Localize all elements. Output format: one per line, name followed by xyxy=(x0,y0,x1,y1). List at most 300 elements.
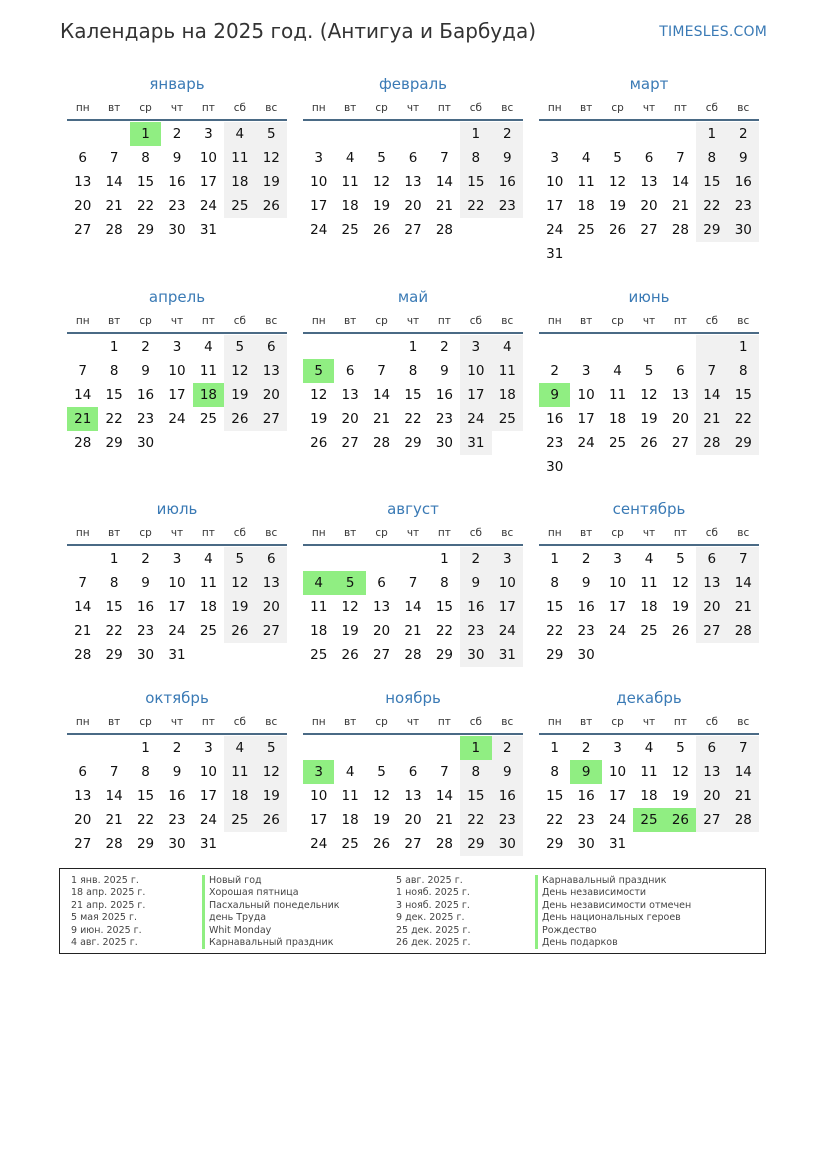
day-cell: 31 xyxy=(199,836,218,852)
weekday-header xyxy=(67,714,287,735)
day-cell: 25 xyxy=(341,836,359,852)
empty-cell xyxy=(633,122,664,146)
holiday-legend xyxy=(59,868,766,954)
day-cell: 16 xyxy=(168,788,186,804)
day-cell: 22 xyxy=(435,623,454,639)
day-cell: 7 xyxy=(440,764,449,780)
day-cell: 8 xyxy=(109,575,119,591)
month-block xyxy=(67,499,287,667)
day-cell: 19 xyxy=(671,599,690,615)
weekday-header xyxy=(539,100,759,121)
day-cell: 18 xyxy=(492,383,523,407)
day-cell: 24 xyxy=(608,623,627,639)
day-cell: 11 xyxy=(341,788,359,804)
empty-cell xyxy=(303,335,334,359)
empty-cell xyxy=(665,122,696,146)
day-cell: 15 xyxy=(404,387,422,403)
day-cell: 30 xyxy=(728,218,759,242)
day-cell: 4 xyxy=(204,339,213,355)
day-cell: 13 xyxy=(671,387,690,403)
day-cell: 14 xyxy=(105,174,123,190)
weekday-header xyxy=(303,313,523,334)
weekday-label: вс xyxy=(265,716,278,728)
weekday-label: пт xyxy=(673,527,687,539)
weekday-label: пт xyxy=(673,716,687,728)
empty-cell xyxy=(570,455,601,479)
day-cell: 25 xyxy=(224,808,255,832)
weekday-label: чт xyxy=(406,527,420,539)
weekday-label: пн xyxy=(75,315,90,327)
day-cell: 16 xyxy=(577,788,595,804)
day-cell: 12 xyxy=(640,387,658,403)
day-cell: 4 xyxy=(224,736,255,760)
day-cell: 31 xyxy=(608,836,627,852)
weekday-label: ср xyxy=(139,527,152,539)
day-cell: 13 xyxy=(404,174,422,190)
day-cell: 11 xyxy=(224,760,255,784)
day-cell: 9 xyxy=(440,363,449,379)
legend-date: 3 нояб. 2025 г. xyxy=(396,899,470,911)
legend-date: 26 дек. 2025 г. xyxy=(396,936,471,948)
empty-cell xyxy=(256,431,287,455)
day-cell: 18 xyxy=(341,198,359,214)
day-cell: 3 xyxy=(550,150,559,166)
day-cell: 17 xyxy=(199,788,218,804)
weekday-label: сб xyxy=(233,315,246,327)
weekday-label: чт xyxy=(406,716,420,728)
day-cell: 28 xyxy=(435,222,454,238)
empty-cell xyxy=(696,242,727,266)
day-cell: 7 xyxy=(377,363,386,379)
holiday-day-cell: 21 xyxy=(67,407,98,431)
day-cell: 14 xyxy=(404,599,422,615)
holiday-day-cell: 1 xyxy=(460,736,491,760)
weekday-label: ср xyxy=(375,527,388,539)
day-cell: 27 xyxy=(404,836,422,852)
weekday-label: ср xyxy=(375,102,388,114)
day-cell: 8 xyxy=(728,359,759,383)
weekday-label: пт xyxy=(201,102,215,114)
weekday-label: пн xyxy=(311,315,326,327)
empty-cell xyxy=(665,643,696,667)
site-link[interactable]: TIMESLES.COM xyxy=(659,24,767,40)
day-cell: 6 xyxy=(408,150,418,166)
day-cell: 20 xyxy=(404,198,422,214)
day-cell: 28 xyxy=(74,647,92,663)
weekday-label: вт xyxy=(579,527,593,539)
weekday-label: чт xyxy=(642,315,656,327)
month-name: январь xyxy=(149,75,205,93)
day-cell: 20 xyxy=(696,595,727,619)
weekday-label: пн xyxy=(547,102,562,114)
day-cell: 14 xyxy=(671,174,690,190)
legend-holiday-name: Карнавальный праздник xyxy=(202,937,340,949)
weekday-label: пн xyxy=(547,716,562,728)
day-cell: 27 xyxy=(74,836,92,852)
day-cell: 3 xyxy=(460,335,491,359)
day-cell: 29 xyxy=(435,647,454,663)
day-cell: 31 xyxy=(199,222,218,238)
weekday-label: чт xyxy=(642,102,656,114)
empty-cell xyxy=(665,335,696,359)
empty-cell xyxy=(67,335,98,359)
day-cell: 20 xyxy=(696,784,727,808)
weekday-label: вт xyxy=(107,527,121,539)
month-name: февраль xyxy=(378,75,448,93)
day-cell: 3 xyxy=(613,740,622,756)
day-cell: 10 xyxy=(492,571,523,595)
empty-cell xyxy=(633,455,664,479)
weekday-label: вс xyxy=(265,315,278,327)
day-cell: 1 xyxy=(550,740,559,756)
month-block xyxy=(539,74,759,266)
day-cell: 11 xyxy=(492,359,523,383)
empty-cell xyxy=(224,431,255,455)
day-cell: 17 xyxy=(168,599,186,615)
day-cell: 25 xyxy=(310,647,328,663)
empty-cell xyxy=(256,643,287,667)
day-cell: 2 xyxy=(492,122,523,146)
empty-cell xyxy=(366,547,397,571)
weekday-header xyxy=(303,100,523,121)
holiday-day-cell: 4 xyxy=(303,571,334,595)
weekday-label: пн xyxy=(75,716,90,728)
day-cell: 24 xyxy=(492,619,523,643)
weekday-label: пт xyxy=(437,527,451,539)
day-cell: 22 xyxy=(136,198,155,214)
day-cell: 2 xyxy=(141,551,150,567)
empty-cell xyxy=(602,122,633,146)
day-cell: 4 xyxy=(581,150,591,166)
day-cell: 13 xyxy=(256,359,287,383)
empty-cell xyxy=(397,122,428,146)
weekday-label: пт xyxy=(201,716,215,728)
day-cell: 31 xyxy=(546,246,564,262)
day-cell: 26 xyxy=(372,836,391,852)
weekday-label: пн xyxy=(311,716,326,728)
day-cell: 22 xyxy=(546,812,564,828)
day-cell: 24 xyxy=(310,836,328,852)
day-cell: 21 xyxy=(728,784,759,808)
day-cell: 4 xyxy=(492,335,523,359)
day-cell: 9 xyxy=(460,571,491,595)
month-block xyxy=(303,688,523,856)
day-cell: 16 xyxy=(492,784,523,808)
empty-cell xyxy=(602,335,633,359)
day-cell: 19 xyxy=(224,595,255,619)
month-block xyxy=(67,688,287,856)
day-cell: 1 xyxy=(696,122,727,146)
month-name: март xyxy=(629,75,669,93)
day-cell: 18 xyxy=(640,788,658,804)
empty-cell xyxy=(728,455,759,479)
day-cell: 12 xyxy=(310,387,328,403)
day-cell: 21 xyxy=(105,812,123,828)
empty-cell xyxy=(256,832,287,856)
day-cell: 15 xyxy=(105,599,123,615)
days-grid xyxy=(303,122,523,242)
day-cell: 28 xyxy=(372,435,391,451)
day-cell: 22 xyxy=(460,808,491,832)
day-cell: 6 xyxy=(676,363,685,379)
day-cell: 29 xyxy=(546,647,564,663)
weekday-header xyxy=(303,525,523,546)
weekday-label: пт xyxy=(437,102,451,114)
weekday-label: вт xyxy=(343,102,357,114)
day-cell: 14 xyxy=(728,760,759,784)
month-name: сентябрь xyxy=(612,500,686,518)
empty-cell xyxy=(570,242,601,266)
day-cell: 29 xyxy=(136,836,155,852)
legend-holiday-name: день Труда xyxy=(202,912,340,924)
empty-cell xyxy=(539,122,570,146)
empty-cell xyxy=(602,242,633,266)
day-cell: 12 xyxy=(372,788,391,804)
day-cell: 2 xyxy=(172,126,182,142)
day-cell: 19 xyxy=(372,812,391,828)
weekday-label: вт xyxy=(107,315,121,327)
day-cell: 29 xyxy=(546,836,564,852)
day-cell: 21 xyxy=(671,198,690,214)
day-cell: 13 xyxy=(404,788,422,804)
day-cell: 19 xyxy=(224,383,255,407)
weekday-label: ср xyxy=(611,102,624,114)
holiday-day-cell: 9 xyxy=(570,760,601,784)
day-cell: 10 xyxy=(310,788,328,804)
day-cell: 24 xyxy=(460,407,491,431)
month-name: ноябрь xyxy=(385,689,441,707)
empty-cell xyxy=(665,242,696,266)
day-cell: 23 xyxy=(577,623,595,639)
empty-cell xyxy=(67,547,98,571)
day-cell: 24 xyxy=(168,411,186,427)
weekday-label: сб xyxy=(705,527,718,539)
day-cell: 12 xyxy=(671,575,690,591)
day-cell: 15 xyxy=(136,174,155,190)
day-cell: 27 xyxy=(256,619,287,643)
day-cell: 5 xyxy=(377,150,386,166)
empty-cell xyxy=(366,122,397,146)
day-cell: 5 xyxy=(224,547,255,571)
day-cell: 4 xyxy=(644,551,654,567)
day-cell: 16 xyxy=(168,174,186,190)
day-cell: 1 xyxy=(728,335,759,359)
month-block xyxy=(539,499,759,667)
weekday-label: сб xyxy=(233,102,246,114)
day-cell: 7 xyxy=(78,575,87,591)
page-title: Календарь на 2025 год. (Антигуа и Барбуда) xyxy=(60,19,537,43)
weekday-label: вс xyxy=(265,102,278,114)
day-cell: 12 xyxy=(224,571,255,595)
legend-date: 18 апр. 2025 г. xyxy=(71,887,146,899)
day-cell: 31 xyxy=(460,431,491,455)
day-cell: 13 xyxy=(696,760,727,784)
day-cell: 14 xyxy=(372,387,391,403)
day-cell: 28 xyxy=(696,431,727,455)
day-cell: 15 xyxy=(546,599,564,615)
weekday-label: пн xyxy=(547,527,562,539)
day-cell: 10 xyxy=(168,363,186,379)
legend-date: 21 апр. 2025 г. xyxy=(71,899,146,911)
empty-cell xyxy=(602,455,633,479)
day-cell: 27 xyxy=(640,222,658,238)
day-cell: 3 xyxy=(613,551,622,567)
day-cell: 25 xyxy=(224,194,255,218)
day-cell: 11 xyxy=(577,174,595,190)
day-cell: 19 xyxy=(372,198,391,214)
weekday-header xyxy=(67,525,287,546)
day-cell: 20 xyxy=(404,812,422,828)
day-cell: 20 xyxy=(74,812,92,828)
empty-cell xyxy=(334,736,365,760)
day-cell: 1 xyxy=(440,551,449,567)
day-cell: 24 xyxy=(199,812,218,828)
day-cell: 28 xyxy=(105,836,123,852)
day-cell: 13 xyxy=(372,599,391,615)
days-grid xyxy=(303,736,523,856)
empty-cell xyxy=(224,218,255,242)
empty-cell xyxy=(161,431,192,455)
weekday-label: ср xyxy=(375,716,388,728)
day-cell: 17 xyxy=(460,383,491,407)
weekday-label: сб xyxy=(469,527,482,539)
day-cell: 22 xyxy=(728,407,759,431)
weekday-label: вт xyxy=(343,315,357,327)
holiday-day-cell: 25 xyxy=(633,808,664,832)
day-cell: 12 xyxy=(671,764,690,780)
weekday-label: сб xyxy=(233,716,246,728)
legend-holiday-name: Хорошая пятница xyxy=(202,887,340,899)
day-cell: 3 xyxy=(204,740,213,756)
weekday-header xyxy=(539,714,759,735)
empty-cell xyxy=(665,832,696,856)
day-cell: 8 xyxy=(696,146,727,170)
day-cell: 26 xyxy=(224,619,255,643)
empty-cell xyxy=(193,643,224,667)
day-cell: 24 xyxy=(168,623,186,639)
empty-cell xyxy=(303,736,334,760)
days-grid xyxy=(539,547,759,667)
day-cell: 25 xyxy=(341,222,359,238)
day-cell: 25 xyxy=(199,411,218,427)
legend-names-right xyxy=(535,875,691,949)
empty-cell xyxy=(224,832,255,856)
weekday-label: сб xyxy=(705,716,718,728)
day-cell: 16 xyxy=(136,387,155,403)
weekday-label: вт xyxy=(343,527,357,539)
day-cell: 14 xyxy=(696,383,727,407)
legend-dates-right xyxy=(396,875,471,949)
holiday-day-cell: 18 xyxy=(193,383,224,407)
weekday-header xyxy=(539,525,759,546)
day-cell: 7 xyxy=(728,547,759,571)
days-grid xyxy=(303,335,523,455)
day-cell: 21 xyxy=(105,198,123,214)
day-cell: 27 xyxy=(671,435,690,451)
day-cell: 26 xyxy=(256,194,287,218)
day-cell: 30 xyxy=(136,647,155,663)
day-cell: 30 xyxy=(168,836,186,852)
day-cell: 4 xyxy=(345,150,355,166)
legend-names-left xyxy=(202,875,340,949)
day-cell: 16 xyxy=(435,387,454,403)
day-cell: 20 xyxy=(341,411,359,427)
day-cell: 20 xyxy=(640,198,658,214)
day-cell: 1 xyxy=(109,551,119,567)
weekday-header xyxy=(67,100,287,121)
weekday-label: сб xyxy=(233,527,246,539)
day-cell: 8 xyxy=(109,363,119,379)
day-cell: 12 xyxy=(608,174,627,190)
day-cell: 3 xyxy=(204,126,213,142)
day-cell: 17 xyxy=(546,198,564,214)
day-cell: 16 xyxy=(460,595,491,619)
day-cell: 28 xyxy=(728,808,759,832)
day-cell: 8 xyxy=(141,150,150,166)
day-cell: 27 xyxy=(372,647,391,663)
empty-cell xyxy=(633,832,664,856)
day-cell: 2 xyxy=(440,339,449,355)
weekday-label: пн xyxy=(311,102,326,114)
day-cell: 5 xyxy=(613,150,622,166)
empty-cell xyxy=(224,643,255,667)
day-cell: 9 xyxy=(141,363,150,379)
empty-cell xyxy=(366,736,397,760)
day-cell: 30 xyxy=(492,832,523,856)
empty-cell xyxy=(429,736,460,760)
legend-holiday-name: Пасхальный понедельник xyxy=(202,900,340,912)
day-cell: 23 xyxy=(136,623,155,639)
weekday-label: чт xyxy=(170,315,184,327)
empty-cell xyxy=(633,335,664,359)
day-cell: 21 xyxy=(696,407,727,431)
day-cell: 7 xyxy=(408,575,418,591)
day-cell: 8 xyxy=(141,764,150,780)
weekday-label: вт xyxy=(579,102,593,114)
day-cell: 28 xyxy=(404,647,422,663)
day-cell: 24 xyxy=(608,812,627,828)
day-cell: 20 xyxy=(372,623,391,639)
weekday-label: вс xyxy=(501,716,514,728)
day-cell: 14 xyxy=(74,599,92,615)
weekday-label: пт xyxy=(673,102,687,114)
holiday-day-cell: 5 xyxy=(334,571,365,595)
day-cell: 2 xyxy=(728,122,759,146)
day-cell: 24 xyxy=(577,435,595,451)
days-grid xyxy=(67,547,287,667)
day-cell: 6 xyxy=(256,547,287,571)
day-cell: 16 xyxy=(546,411,564,427)
day-cell: 11 xyxy=(224,146,255,170)
day-cell: 27 xyxy=(74,222,92,238)
day-cell: 29 xyxy=(105,647,123,663)
weekday-label: ср xyxy=(139,716,152,728)
day-cell: 30 xyxy=(168,222,186,238)
weekday-label: чт xyxy=(170,527,184,539)
weekday-label: ср xyxy=(139,315,152,327)
month-block xyxy=(303,499,523,667)
empty-cell xyxy=(67,736,98,760)
day-cell: 4 xyxy=(613,363,622,379)
empty-cell xyxy=(696,455,727,479)
day-cell: 7 xyxy=(728,736,759,760)
day-cell: 2 xyxy=(141,339,150,355)
day-cell: 18 xyxy=(608,411,627,427)
day-cell: 29 xyxy=(404,435,422,451)
weekday-label: пт xyxy=(437,716,451,728)
day-cell: 3 xyxy=(172,339,182,355)
day-cell: 2 xyxy=(550,363,559,379)
